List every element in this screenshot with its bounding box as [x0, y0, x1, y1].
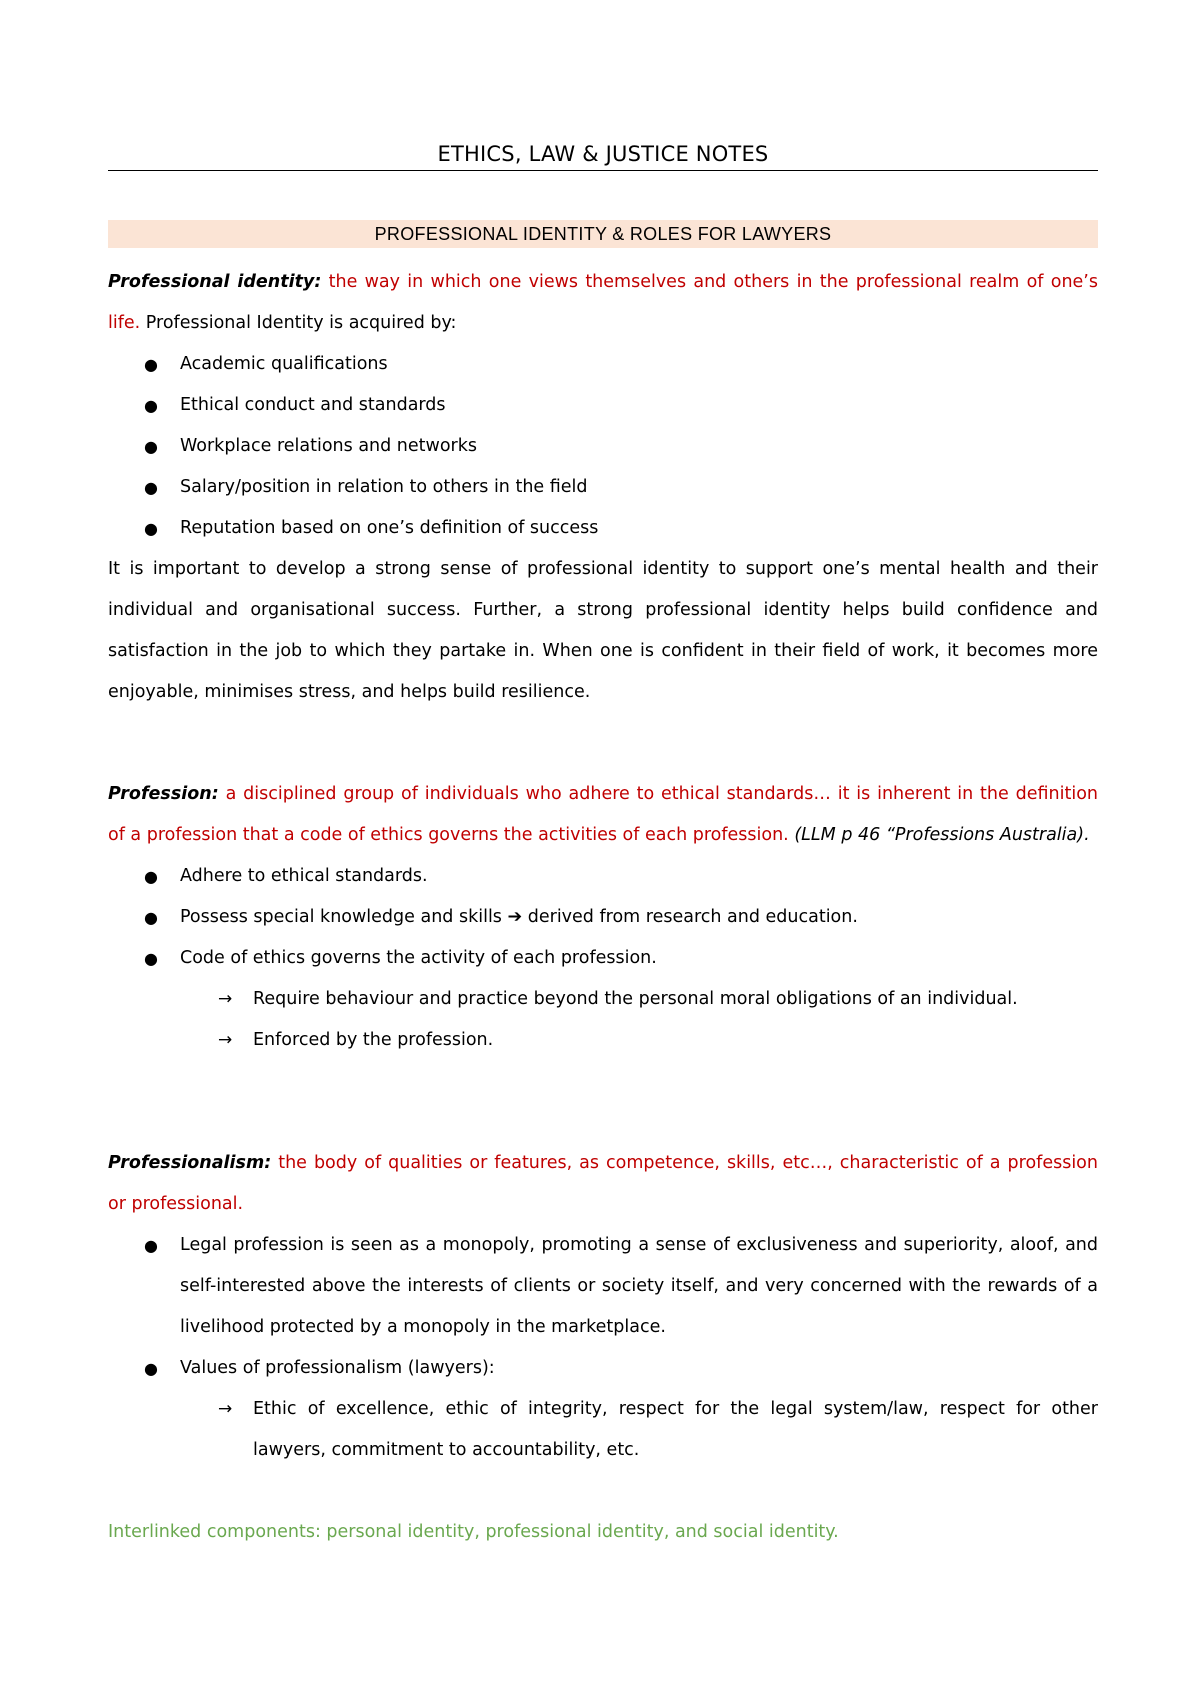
professional-identity-list	[108, 344, 1098, 549]
sub-list-item-text: Require behaviour and practice beyond the personal moral obligations of an individual.	[253, 989, 1018, 1009]
sub-list-item	[108, 1020, 1098, 1061]
professionalism-definition	[108, 1143, 1098, 1225]
professional-identity-definition	[108, 262, 1098, 344]
list-item	[108, 1348, 1098, 1389]
list-item-text: Academic qualifications	[180, 354, 388, 374]
profession-definition-text: a disciplined group of individuals who adhere to ethical standards… it is inherent in the definition of a profession that a code of ethics governs the activities of each profession.	[108, 784, 1098, 845]
interlinked-note: Interlinked components: personal identity, professional identity, and social identity.	[108, 1522, 839, 1542]
interlinked-section	[108, 1512, 1098, 1553]
right-arrow-icon: ➔	[507, 907, 523, 927]
bullet-icon: ●	[144, 437, 158, 456]
list-item	[108, 467, 1098, 508]
arrow-icon: →	[218, 989, 233, 1009]
bullet-icon: ●	[144, 1359, 158, 1378]
list-item-text: Code of ethics governs the activity of each profession.	[180, 948, 657, 968]
bullet-icon: ●	[144, 908, 158, 927]
arrow-icon: →	[218, 1399, 233, 1419]
professional-identity-paragraph: It is important to develop a strong sense of professional identity to support one’s mental health and their individual and organisational success. Further, a strong professional identity helps build confidence and satisfaction in the job to which they partake in. When one is confident in their field of work, it becomes more enjoyable, minimises stress, and helps build resilience.	[108, 559, 1098, 702]
profession-list	[108, 856, 1098, 979]
sub-list-item-text: Ethic of excellence, ethic of integrity, respect for the legal system/law, respect for other lawyers, commitment to accountability, etc.	[253, 1399, 1098, 1460]
list-item	[108, 897, 1098, 938]
bullet-icon: ●	[144, 478, 158, 497]
list-item-text: Salary/position in relation to others in the field	[180, 477, 588, 497]
document-title: ETHICS, LAW & JUSTICE NOTES	[108, 142, 1098, 171]
list-item-text: Possess special knowledge and skills	[180, 907, 502, 927]
professionalism-section	[108, 1143, 1098, 1471]
bullet-icon: ●	[144, 867, 158, 886]
professionalism-term: Professionalism:	[108, 1153, 272, 1173]
profession-sub-list	[108, 979, 1098, 1061]
professionalism-definition-text: the body of qualities or features, as competence, skills, etc…, characteristic of a profession or professional.	[108, 1153, 1098, 1214]
professionalism-sub-list	[108, 1389, 1098, 1471]
bullet-icon: ●	[144, 1236, 158, 1255]
list-item-text: Workplace relations and networks	[180, 436, 477, 456]
list-item	[108, 508, 1098, 549]
list-item	[108, 385, 1098, 426]
profession-definition	[108, 774, 1098, 856]
bullet-icon: ●	[144, 396, 158, 415]
professional-identity-section	[108, 262, 1098, 713]
sub-list-item	[108, 1389, 1098, 1471]
list-item-text: Legal profession is seen as a monopoly, promoting a sense of exclusiveness and superiority, aloof, and self-interested above the interests of clients or society itself, and very concerned with the rewards of a livelihood protected by a monopoly in the marketplace.	[180, 1235, 1098, 1337]
list-item	[108, 938, 1098, 979]
list-item	[108, 426, 1098, 467]
list-item	[108, 856, 1098, 897]
sub-list-item-text: Enforced by the profession.	[253, 1030, 494, 1050]
list-item-text: Reputation based on one’s definition of success	[180, 518, 599, 538]
professionalism-list	[108, 1225, 1098, 1389]
list-item-text: derived from research and education.	[527, 907, 858, 927]
profession-term: Profession:	[108, 784, 219, 804]
profession-section	[108, 774, 1098, 1061]
bullet-icon: ●	[144, 519, 158, 538]
list-item-text: Values of professionalism (lawyers):	[180, 1358, 495, 1378]
professional-identity-definition-text: the way in which one views themselves and others in the professional realm of one’s life.	[108, 272, 1098, 333]
bullet-icon: ●	[144, 355, 158, 374]
professional-identity-term: Professional identity:	[108, 272, 322, 292]
list-item	[108, 1225, 1098, 1348]
sub-list-item	[108, 979, 1098, 1020]
section-banner: PROFESSIONAL IDENTITY & ROLES FOR LAWYERS	[108, 220, 1098, 248]
list-item-text: Ethical conduct and standards	[180, 395, 446, 415]
profession-citation: (LLM p 46 “Professions Australia).	[794, 825, 1090, 845]
list-item-text: Adhere to ethical standards.	[180, 866, 428, 886]
professional-identity-lead: Professional Identity is acquired by:	[145, 313, 457, 333]
bullet-icon: ●	[144, 949, 158, 968]
list-item	[108, 344, 1098, 385]
arrow-icon: →	[218, 1030, 233, 1050]
